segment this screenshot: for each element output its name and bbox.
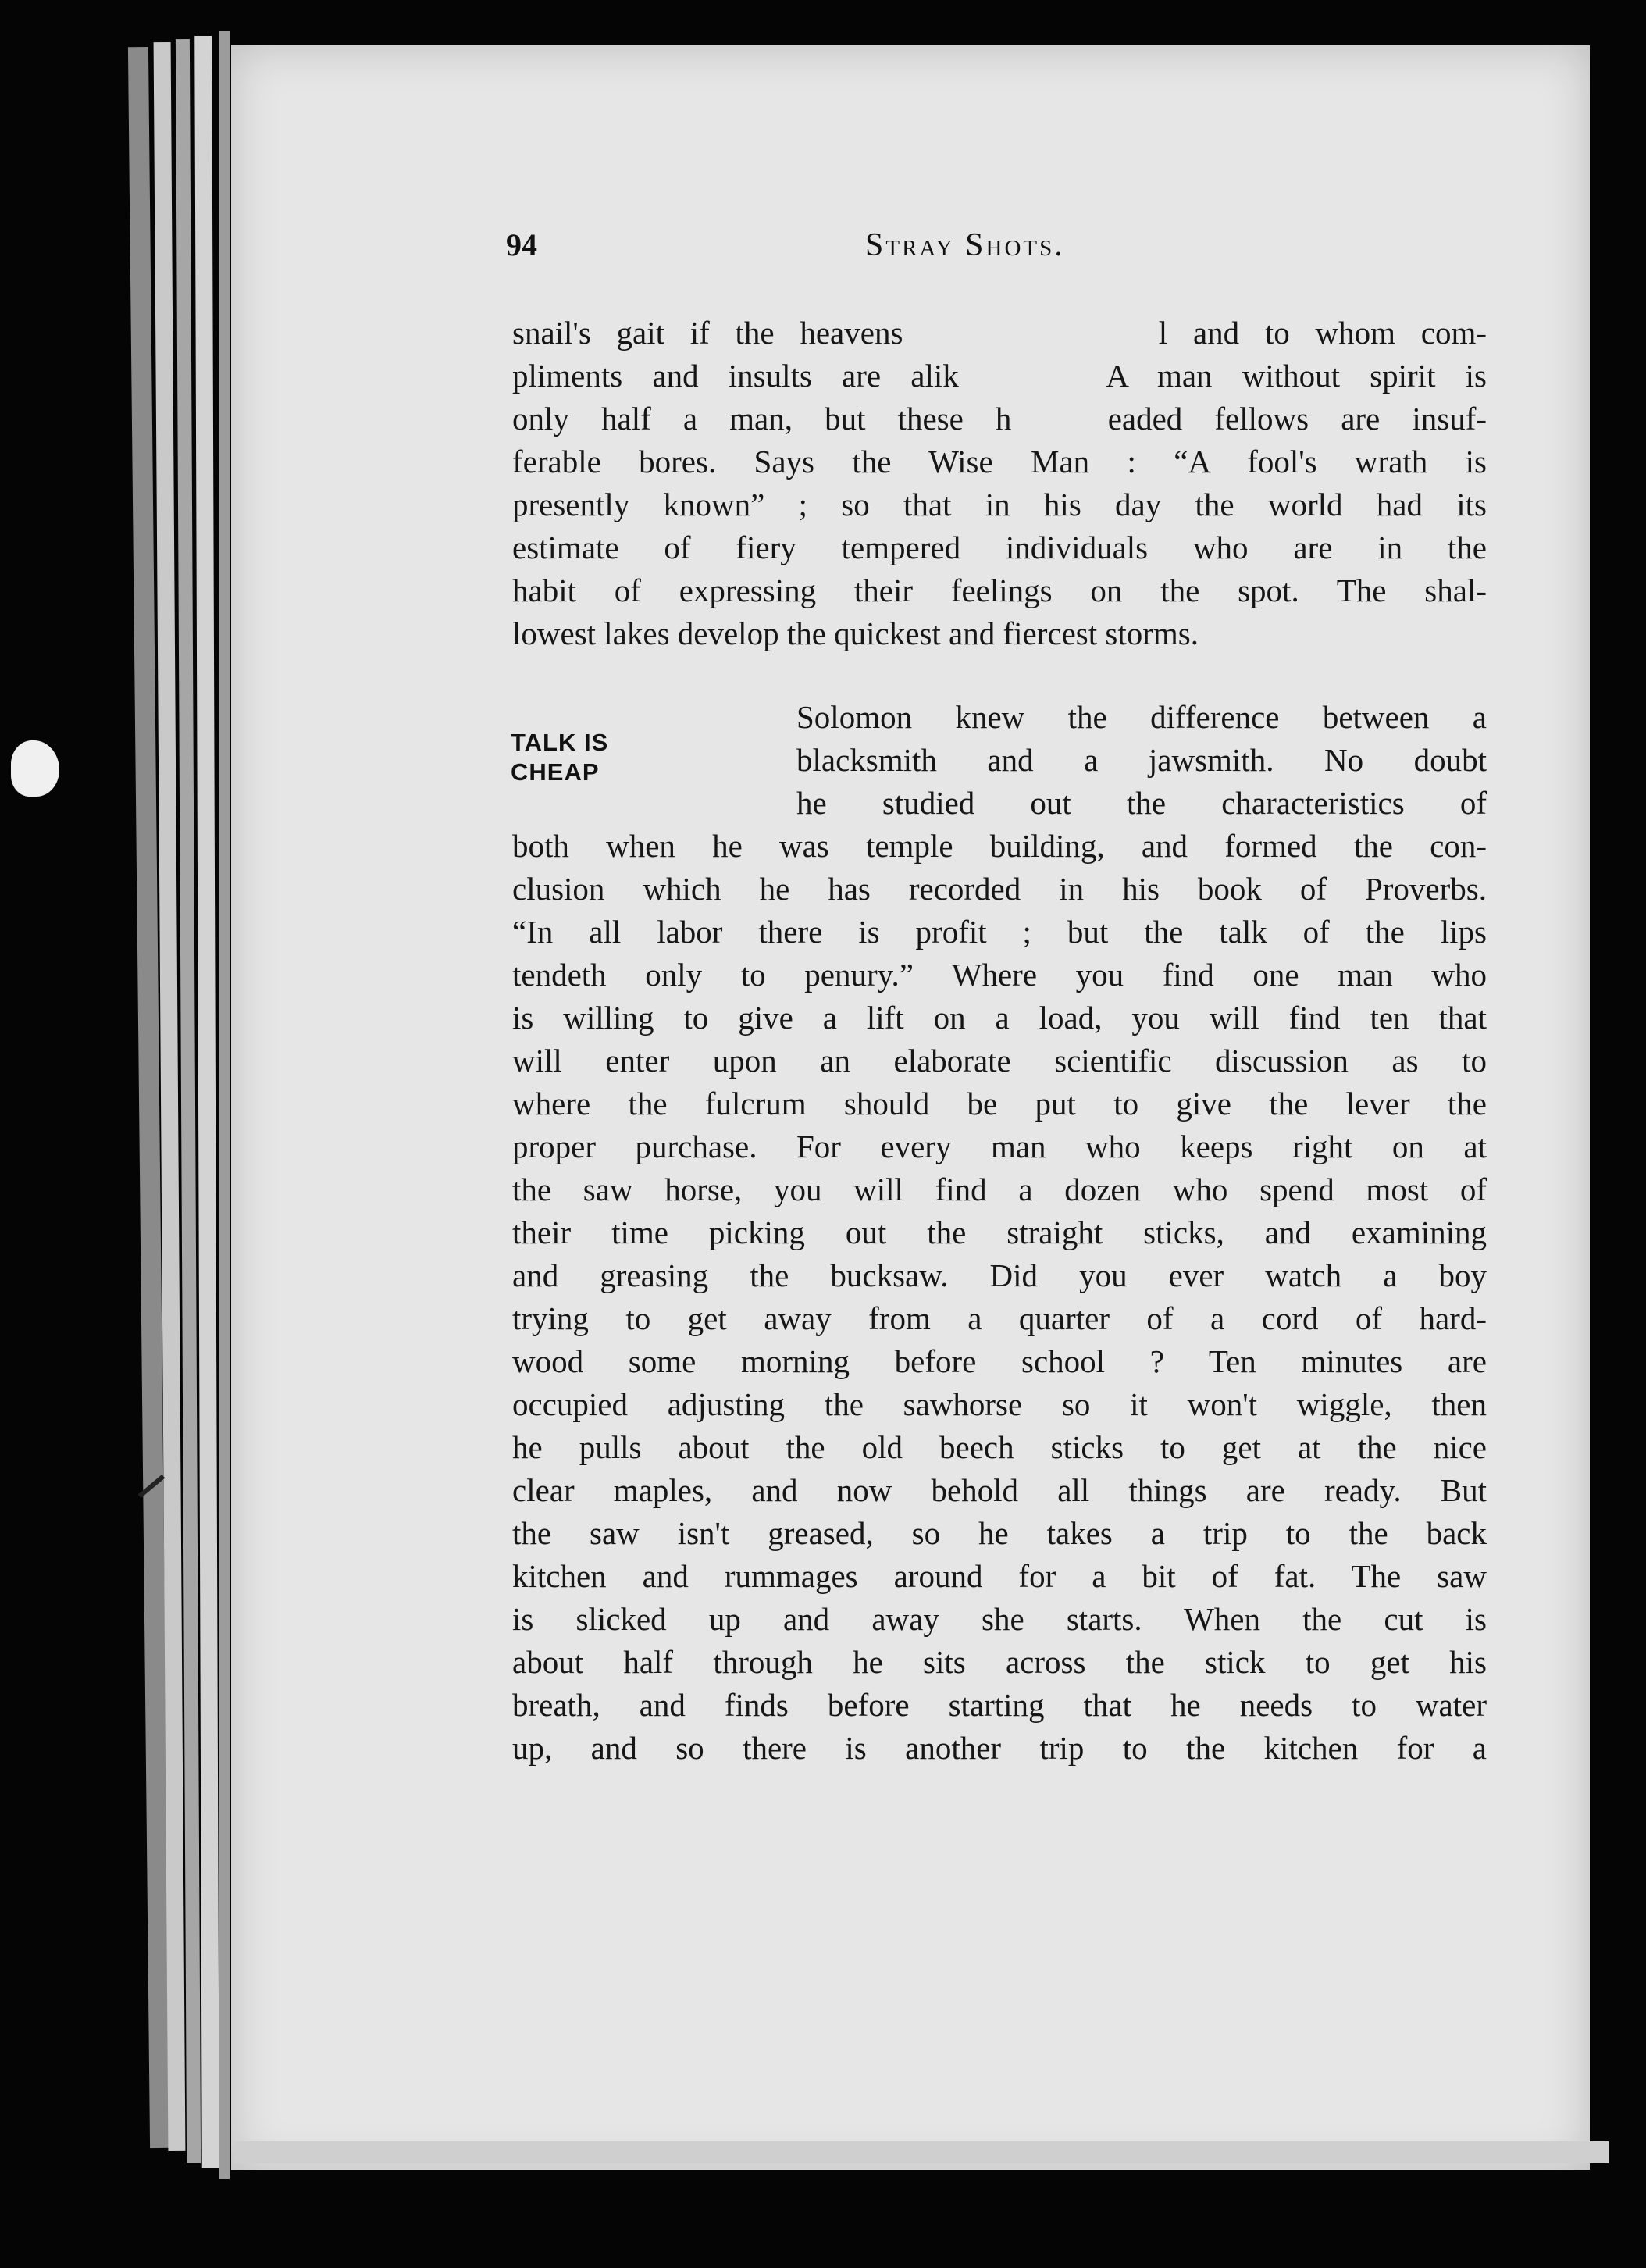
text-line: blacksmith and a jawsmith. No doubt (796, 742, 1487, 778)
text-line: snail's gait if the heavens l and to whom com- (512, 315, 1487, 351)
text-line: wood some morning before school ? Ten minutes are (512, 1343, 1487, 1379)
text-line: up, and so there is another trip to the kitchen for a (512, 1730, 1487, 1766)
text-line: tendeth only to penury.” Where you find one man who (512, 957, 1487, 993)
text-line: where the fulcrum should be put to give the lever the (512, 1086, 1487, 1122)
page-number: 94 (506, 227, 537, 262)
text-line: occupied adjusting the sawhorse so it won't wiggle, then (512, 1386, 1487, 1422)
text-line: the saw horse, you will find a dozen who spend most of (512, 1171, 1487, 1207)
text-line: estimate of fiery tempered individuals who are in the (512, 530, 1487, 565)
text-line: breath, and finds before starting that he needs to water (512, 1687, 1487, 1723)
text-line: he studied out the characteristics of (796, 785, 1487, 821)
text-line: Solomon knew the difference between a (796, 699, 1487, 735)
text-line: only half a man, but these h eaded fellows are insuf- (512, 401, 1487, 437)
text-line: trying to get away from a quarter of a cord of hard- (512, 1300, 1487, 1336)
text-line: kitchen and rummages around for a bit of fat. The saw (512, 1558, 1487, 1594)
text-line: about half through he sits across the stick to get his (512, 1644, 1487, 1680)
paper-blot (11, 740, 59, 797)
text-line: both when he was temple building, and formed the con- (512, 828, 1487, 864)
text-line: clusion which he has recorded in his book of Proverbs. (512, 871, 1487, 907)
margin-heading-line: CHEAP (511, 758, 600, 786)
text-line: the saw isn't greased, so he takes a trip to the back (512, 1515, 1487, 1551)
margin-heading-line: TALK IS (511, 729, 609, 756)
text-line: clear maples, and now behold all things are ready. But (512, 1472, 1487, 1508)
page-edge (219, 31, 230, 2179)
margin-heading (511, 728, 667, 787)
text-line: habit of expressing their feelings on the spot. The shal- (512, 572, 1487, 608)
running-title: Stray Shots. (865, 227, 1065, 263)
text-line: is slicked up and away she starts. When the cut is (512, 1601, 1487, 1637)
text-line: he pulls about the old beech sticks to get at the nice (512, 1429, 1487, 1465)
text-line: pliments and insults are alik A man without spirit is (512, 358, 1487, 394)
running-head (506, 226, 1490, 273)
text-line: is willing to give a lift on a load, you will find ten that (512, 1000, 1487, 1036)
page-bottom-edge (234, 2141, 1609, 2163)
text-line: will enter upon an elaborate scientific discussion as to (512, 1043, 1487, 1079)
text-line: proper purchase. For every man who keeps right on at (512, 1129, 1487, 1164)
text-line: presently known” ; so that in his day the world had its (512, 487, 1487, 522)
text-line: and greasing the bucksaw. Did you ever watch a boy (512, 1257, 1487, 1293)
text-line: ferable bores. Says the Wise Man : “A fool's wrath is (512, 444, 1487, 480)
text-line: their time picking out the straight sticks, and examining (512, 1214, 1487, 1250)
text-line: lowest lakes develop the quickest and fiercest storms. (512, 615, 1199, 651)
text-line: “In all labor there is profit ; but the talk of the lips (512, 914, 1487, 950)
